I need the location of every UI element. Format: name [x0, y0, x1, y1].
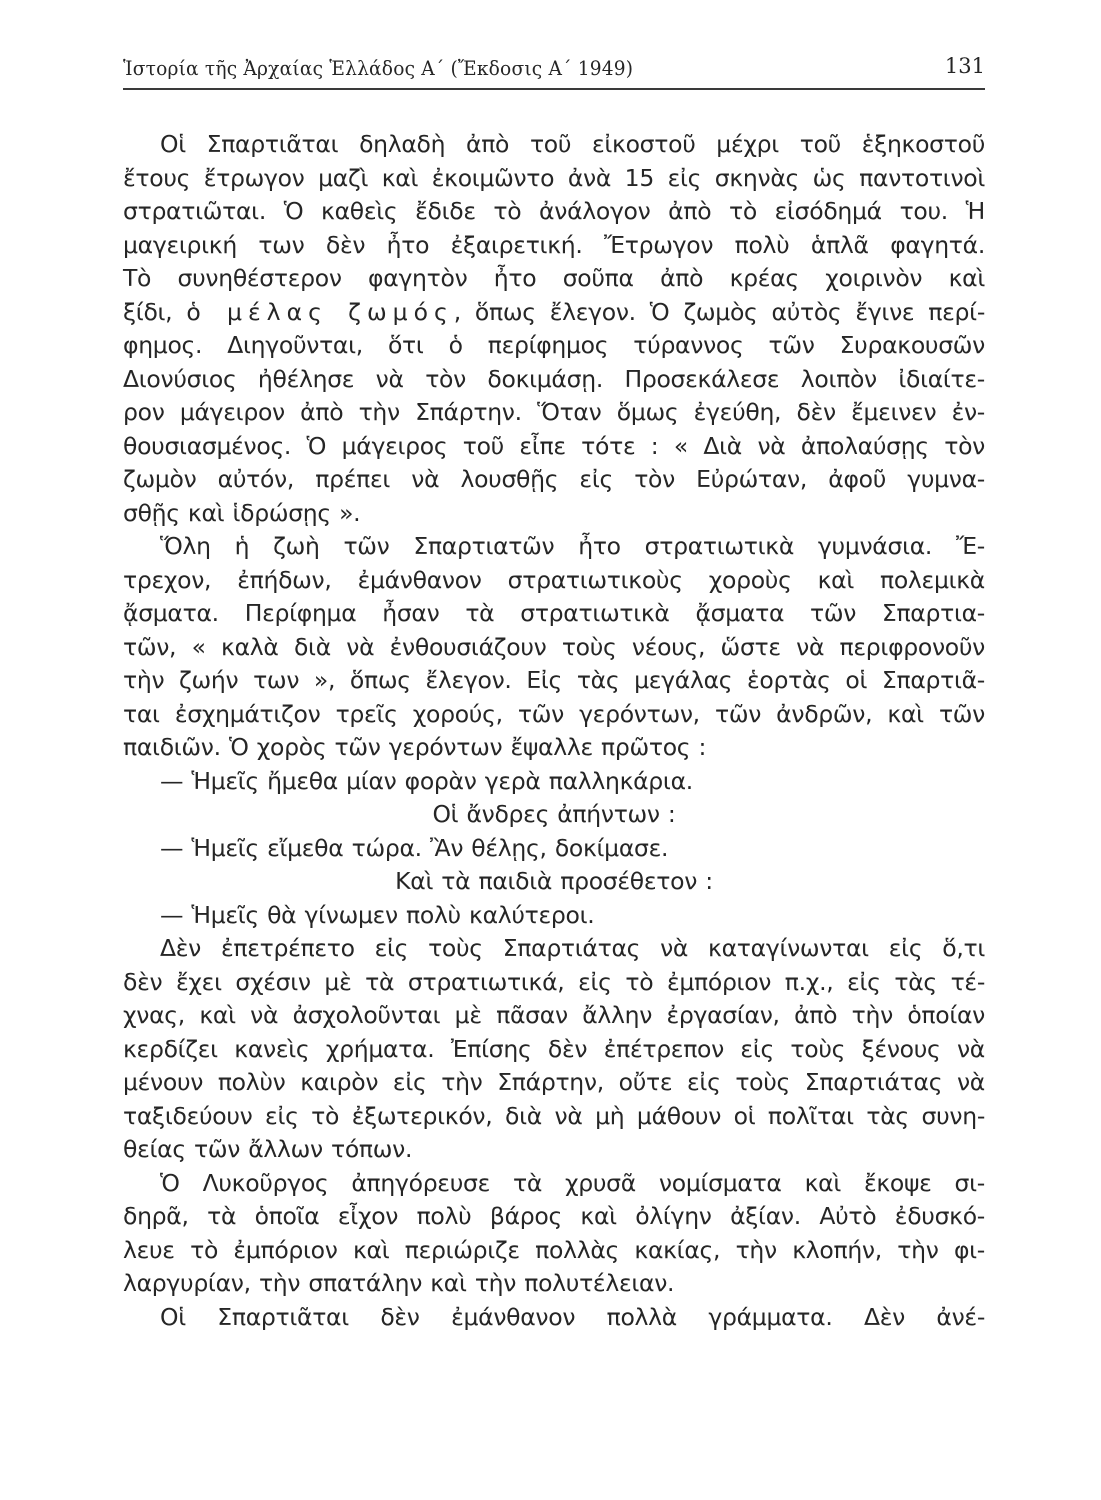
text-line: ᾄσματα. Περίφημα ἦσαν τὰ στρατιωτικὰ ᾄσματα τῶν Σπαρτια-	[123, 599, 985, 627]
text-line: λευε τὸ ἐμπόριον καὶ περιώριζε πολλὰς κακίας, τὴν κλοπήν, τὴν φι-	[123, 1235, 985, 1264]
text-line: δηρᾶ, τὰ ὁποῖα εἶχον πολὺ βάρος καὶ ὀλίγην ἀξίαν. Αὐτὸ ἐδυσκό-	[123, 1202, 985, 1230]
book-title: Ἱστορία τῆς Ἀρχαίας Ἑλλάδος Α΄ (Ἔκδοσις Α΄ 1949)	[123, 56, 634, 80]
text-line: Ὅλη ἡ ζωὴ τῶν Σπαρτιατῶν ἦτο στρατιωτικὰ γυμνάσια. Ἔ-	[160, 532, 985, 560]
text-line: Οἱ ἄνδρες ἀπήντων :	[432, 800, 676, 828]
text-line: ταξιδεύουν εἰς τὸ ἐξωτερικόν, διὰ νὰ μὴ μάθουν οἱ πολῖται τὰς συνη-	[123, 1101, 985, 1130]
page-number: 131	[944, 54, 985, 78]
text-line: Διονύσιος ἠθέλησε νὰ τὸν δοκιμάσῃ. Προσεκάλεσε λοιπὸν ἰδιαίτε-	[123, 364, 985, 393]
text-line	[123, 296, 985, 330]
text-line: Οἱ Σπαρτιᾶται δηλαδὴ ἀπὸ τοῦ εἰκοστοῦ μέχρι τοῦ ἑξηκοστοῦ	[160, 130, 985, 158]
text-line: φημος. Διηγοῦνται, ὅτι ὁ περίφημος τύραννος τῶν Συρακουσῶν	[123, 331, 985, 359]
text-line: λαργυρίαν, τὴν σπατάλην καὶ τὴν πολυτέλειαν.	[123, 1269, 675, 1297]
text-line: ἔτους ἔτρωγον μαζὶ καὶ ἐκοιμῶντο ἀνὰ 15 εἰς σκηνὰς ὡς παντοτινοὶ	[123, 163, 985, 192]
text-line: — Ἡμεῖς εἴμεθα τώρα. Ἂν θέλῃς, δοκίμασε.	[160, 833, 669, 862]
text-line: τῶν, « καλὰ διὰ νὰ ἐνθουσιάζουν τοὺς νέους, ὥστε νὰ περιφρονοῦν	[123, 632, 985, 661]
text-line: Τὸ συνηθέστερον φαγητὸν ἦτο σοῦπα ἀπὸ κρέας χοιρινὸν καὶ	[123, 264, 985, 292]
header-rule	[123, 88, 985, 90]
text-line: τρεχον, ἐπήδων, ἐμάνθανον στρατιωτικοὺς χοροὺς καὶ πολεμικὰ	[123, 565, 985, 594]
text-line: παιδιῶν. Ὁ χορὸς τῶν γερόντων ἔψαλλε πρῶτος :	[123, 733, 707, 761]
text-segment: ξίδι,	[123, 297, 187, 326]
text-line: θείας τῶν ἄλλων τόπων.	[123, 1135, 413, 1163]
text-line: Ὁ Λυκοῦργος ἀπηγόρευσε τὰ χρυσᾶ νομίσματα καὶ ἔκοψε σι-	[160, 1168, 985, 1197]
text-line: Δὲν ἐπετρέπετο εἰς τοὺς Σπαρτιάτας νὰ καταγίνωνται εἰς ὅ,τι	[160, 934, 985, 962]
text-line: ρον μάγειρον ἀπὸ τὴν Σπάρτην. Ὅταν ὅμως ἐγεύθη, δὲν ἔμεινεν ἐν-	[123, 398, 985, 426]
text-line: τὴν ζωήν των », ὅπως ἔλεγον. Εἰς τὰς μεγάλας ἑορτὰς οἱ Σπαρτιᾶ-	[123, 666, 985, 694]
text-line: Καὶ τὰ παιδιὰ προσέθετον :	[395, 867, 713, 895]
text-line: ται ἐσχημάτιζον τρεῖς χορούς, τῶν γερόντων, τῶν ἀνδρῶν, καὶ τῶν	[123, 699, 985, 728]
text-line: κερδίζει κανεὶς χρήματα. Ἐπίσης δὲν ἐπέτρεπον εἰς τοὺς ξένους νὰ	[123, 1034, 985, 1063]
emphasized-text: ὁ μέλας ζωμός	[186, 297, 454, 326]
text-line: δὲν ἔχει σχέσιν μὲ τὰ στρατιωτικά, εἰς τὸ ἐμπόριον π.χ., εἰς τὰς τέ-	[123, 967, 985, 996]
running-header	[123, 52, 985, 86]
text-line: — Ἡμεῖς θὰ γίνωμεν πολὺ καλύτεροι.	[160, 900, 595, 929]
text-line: μαγειρική των δὲν ἦτο ἐξαιρετική. Ἔτρωγον πολὺ ἁπλᾶ φαγητά.	[123, 230, 985, 259]
text-line: χνας, καὶ νὰ ἀσχολοῦνται μὲ πᾶσαν ἄλλην ἐργασίαν, ἀπὸ τὴν ὁποίαν	[123, 1001, 985, 1029]
text-line: ζωμὸν αὐτόν, πρέπει νὰ λουσθῇς εἰς τὸν Εὐρώταν, ἀφοῦ γυμνα-	[123, 465, 985, 493]
text-line: θουσιασμένος. Ὁ μάγειρος τοῦ εἶπε τότε : « Διὰ νὰ ἀπολαύσῃς τὸν	[123, 431, 985, 460]
text-line: — Ἡμεῖς ἤμεθα μίαν φορὰν γερὰ παλληκάρια.	[160, 766, 693, 795]
page-body-text	[123, 128, 985, 1334]
text-line: Οἱ Σπαρτιᾶται δὲν ἐμάνθανον πολλὰ γράμματα. Δὲν ἀνέ-	[160, 1302, 985, 1331]
text-segment: , ὅπως ἔλεγον. Ὁ ζωμὸς αὐτὸς ἔγινε περί-	[453, 297, 986, 326]
text-line: μένουν πολὺν καιρὸν εἰς τὴν Σπάρτην, οὔτε εἰς τοὺς Σπαρτιάτας νὰ	[123, 1068, 985, 1096]
text-line: σθῇς καὶ ἱδρώσῃς ».	[123, 498, 361, 527]
text-line: στρατιῶται. Ὁ καθεὶς ἔδιδε τὸ ἀνάλογον ἀπὸ τὸ εἰσόδημά του. Ἡ	[123, 197, 985, 225]
